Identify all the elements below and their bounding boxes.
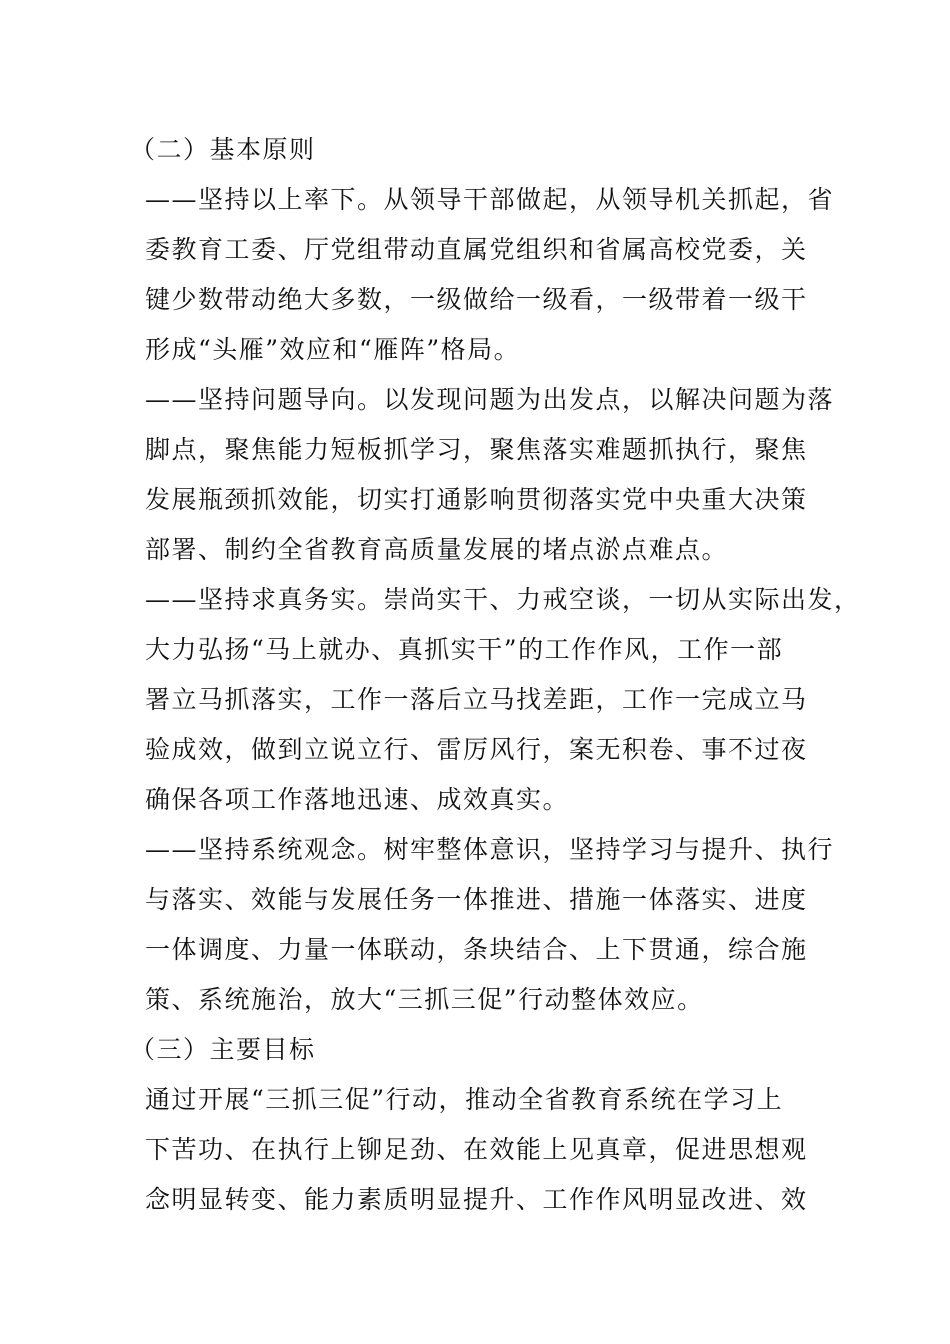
text-line: 策、系统施治，放大“三抓三促”行动整体效应。 (145, 985, 704, 1014)
text-line: 键少数带动绝大多数，一级做给一级看，一级带着一级干 (145, 285, 808, 314)
text-line: 下苦功、在执行上铆足劲、在效能上见真章，促进思想观 (145, 1135, 808, 1164)
text-line: 大力弘扬“马上就办、真抓实干”的工作作风，工作一部 (145, 635, 784, 664)
text-line: 念明显转变、能力素质明显提升、工作作风明显改进、效 (145, 1185, 808, 1214)
text-line: ——坚持问题导向。以发现问题为出发点，以解决问题为落 (145, 385, 835, 414)
text-line: 署立马抓落实，工作一落后立马找差距，工作一完成立马 (145, 685, 808, 714)
text-line: 一体调度、力量一体联动，条块结合、上下贯通，综合施 (145, 935, 808, 964)
text-line: ——坚持系统观念。树牢整体意识，坚持学习与提升、执行 (145, 835, 835, 864)
text-line: ——坚持求真务实。崇尚实干、力戒空谈，一切从实际出发， (145, 585, 861, 614)
section-heading-basic-principles: （二）基本原则 (130, 135, 316, 164)
text-line: 确保各项工作落地迅速、成效真实。 (145, 785, 570, 814)
text-line: ——坚持以上率下。从领导干部做起，从领导机关抓起，省 (145, 185, 835, 214)
text-line: 部署、制约全省教育高质量发展的堵点淤点难点。 (145, 535, 729, 564)
text-line: 委教育工委、厅党组带动直属党组织和省属高校党委，关 (145, 235, 808, 264)
text-line: 与落实、效能与发展任务一体推进、措施一体落实、进度 (145, 885, 808, 914)
text-line: 脚点，聚焦能力短板抓学习，聚焦落实难题抓执行，聚焦 (145, 435, 808, 464)
text-line: 验成效，做到立说立行、雷厉风行，案无积卷、事不过夜 (145, 735, 808, 764)
text-line: 形成“头雁”效应和“雁阵”格局。 (145, 335, 521, 364)
text-line: 发展瓶颈抓效能，切实打通影响贯彻落实党中央重大决策 (145, 485, 808, 514)
text-line: 通过开展“三抓三促”行动，推动全省教育系统在学习上 (145, 1085, 784, 1114)
section-heading-main-goals: （三）主要目标 (130, 1035, 316, 1064)
